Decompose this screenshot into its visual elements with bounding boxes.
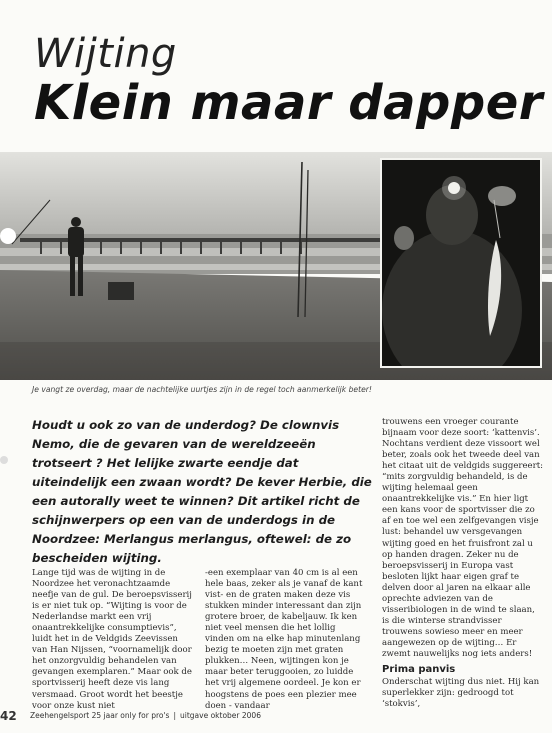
lead-paragraph: Houdt u ook zo van de underdog? De clownvis Nemo, die de gevaren van de wereldzeeën trotseert ? Het lelijke zwarte eendje dat uiteindelijk een zwaan wordt? De kever Herbie, die een autorally weet te winnen? Dit artikel richt de schijnwerpers op een van de underdogs in de Noordzee: Merlangus merlangus, oftewel: de zo bescheiden wijting. [32, 418, 372, 565]
body-paragraph: -een exemplaar van 40 cm is al een hele baas, zeker als je vanaf de kant vist- en de graten maken deze vis stukken minder interessant dan zijn grotere broer, de kabeljauw. Ik ken niet veel mensen die het lollig vinden om na elke hap minutenlang bezig te moeten zijn met graten plukken… Neen, wijtingen kon je maar beter teruggooien, zo luidde het vrij algemene oordeel. Je kon er hoogstens de poes een plezier mee doen - vandaar [205, 568, 363, 711]
body-paragraph: trouwens een vroeger courante bijnaam voor deze soort: ‘kattenvis’. Nochtans verdient deze vissoort wel beter, zoals ook het tweede deel van het citaat uit de veldgids suggereert: “mits zorgvuldig behandeld, is de wijting helemaal geen onaantrekkelijke vis.” En hier ligt een kans voor de sportvisser die zo af en toe wel een zelfgevangen visje lust: behandel uw versgevangen wijting goed en het fruisfront zal u op handen dragen. Zeker nu de beroepsvisserij in Europa vast besloten lijkt haar eigen graf te delven door al jaren na elkaar alle oprechte adviezen van de visseribiologen in de wind te slaan, is die winterse strandvisser trouwens sowieso meer en meer aangewezen op de wijting… Er zwemt nauwelijks nog iets anders! [382, 417, 544, 659]
body-paragraph: Onderschat wijting dus niet. Hij kan superlekker zijn: gedroogd tot ‘stokvis’, [382, 677, 540, 710]
section-subheading: Prima panvis [382, 664, 456, 676]
inset-photo-illustration [382, 160, 540, 366]
photo-caption: Je vangt ze overdag, maar de nachtelijke uurtjes zijn in de regel toch aanmerkelijk beter! [32, 385, 372, 394]
footer-separator: | [173, 711, 176, 720]
body-column-1 [32, 568, 192, 712]
publication-name: Zeehengelsport 25 jaar only for pro's [30, 711, 170, 720]
inset-photo-angler [380, 158, 542, 368]
edition-date: uitgave oktober 2006 [180, 711, 261, 720]
article-headline: Klein maar dapper [34, 75, 543, 131]
article-kicker: Wijting [34, 31, 177, 77]
body-column-2 [205, 568, 367, 712]
body-paragraph: Lange tijd was de wijting in de Noordzee het veronachtzaamde neefje van de gul. De beroepsvisserij is er niet tuk op. “Wijting is voor de Nederlandse markt een vrij onaantrekkelijke consumptievis”, luidt het in de Veldgids Zeevissen van Han Nijssen, “voornamelijk door het onzorgvuldig behandelen van gevangen exemplaren.” Maar ook de sportvisserij heeft deze vis lang versmaad. Groot wordt het beestje voor onze kust niet [32, 568, 192, 711]
page-footer [0, 709, 552, 723]
article-lead [32, 416, 372, 568]
page-number: 42 [0, 709, 17, 723]
footer-text [30, 711, 261, 720]
scan-mark [0, 456, 8, 464]
body-column-3 [382, 417, 544, 710]
